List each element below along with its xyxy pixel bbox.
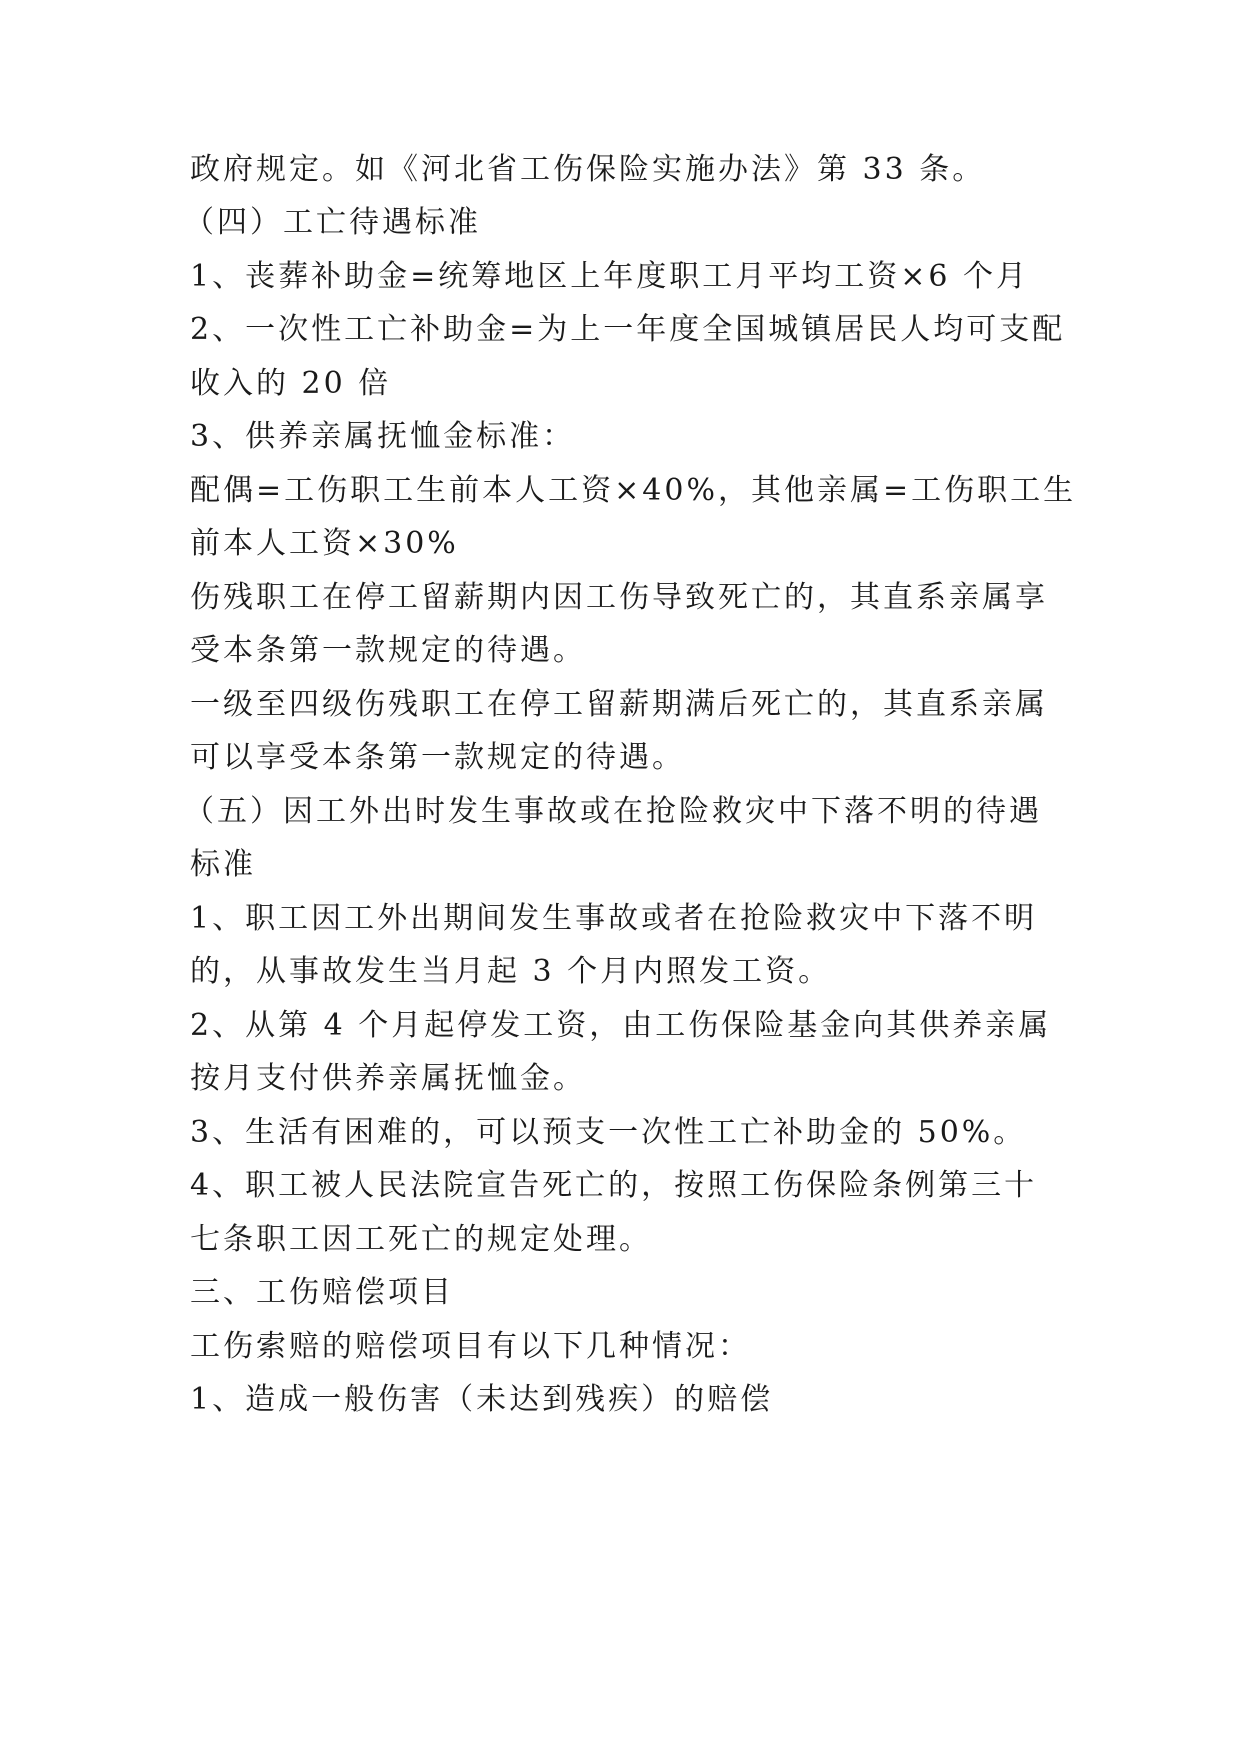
text-line: 七条职工因工死亡的规定处理。 — [190, 1222, 652, 1257]
text-line: 1、造成一般伤害（未达到残疾）的赔偿 — [190, 1382, 774, 1417]
section-heading: 三、工伤赔偿项目 — [190, 1275, 454, 1310]
text-line: 4、职工被人民法院宣告死亡的，按照工伤保险条例第三十 — [190, 1168, 1038, 1203]
text-line: 政府规定。如《河北省工伤保险实施办法》第 33 条。 — [190, 152, 986, 187]
text-line: 受本条第一款规定的待遇。 — [190, 633, 586, 668]
text-line: 3、生活有困难的，可以预支一次性工亡补助金的 50%。 — [190, 1115, 1027, 1150]
text-line: 1、职工因工外出期间发生事故或者在抢险救灾中下落不明 — [190, 901, 1038, 936]
text-line: 一级至四级伤残职工在停工留薪期满后死亡的，其直系亲属 — [190, 687, 1048, 722]
text-line: 收入的 20 倍 — [190, 366, 392, 401]
text-line: 可以享受本条第一款规定的待遇。 — [190, 740, 685, 775]
text-line: 2、从第 4 个月起停发工资，由工伤保险基金向其供养亲属 — [190, 1008, 1052, 1043]
text-line: 按月支付供养亲属抚恤金。 — [190, 1061, 586, 1096]
text-line: 的，从事故发生当月起 3 个月内照发工资。 — [190, 954, 832, 989]
text-line: 1、丧葬补助金=统筹地区上年度职工月平均工资×6 个月 — [190, 259, 1029, 294]
text-line: 2、一次性工亡补助金=为上一年度全国城镇居民人均可支配 — [190, 312, 1066, 347]
text-line: 配偶=工伤职工生前本人工资×40%，其他亲属=工伤职工生 — [190, 473, 1077, 508]
text-line: 前本人工资×30% — [190, 526, 459, 561]
text-line: 标准 — [190, 847, 256, 882]
section-heading: （四）工亡待遇标准 — [184, 205, 481, 240]
section-heading: （五）因工外出时发生事故或在抢险救灾中下落不明的待遇 — [184, 794, 1042, 829]
text-line: 工伤索赔的赔偿项目有以下几种情况： — [190, 1329, 751, 1364]
text-line: 3、供养亲属抚恤金标准： — [190, 419, 576, 454]
text-line: 伤残职工在停工留薪期内因工伤导致死亡的，其直系亲属享 — [190, 580, 1048, 615]
